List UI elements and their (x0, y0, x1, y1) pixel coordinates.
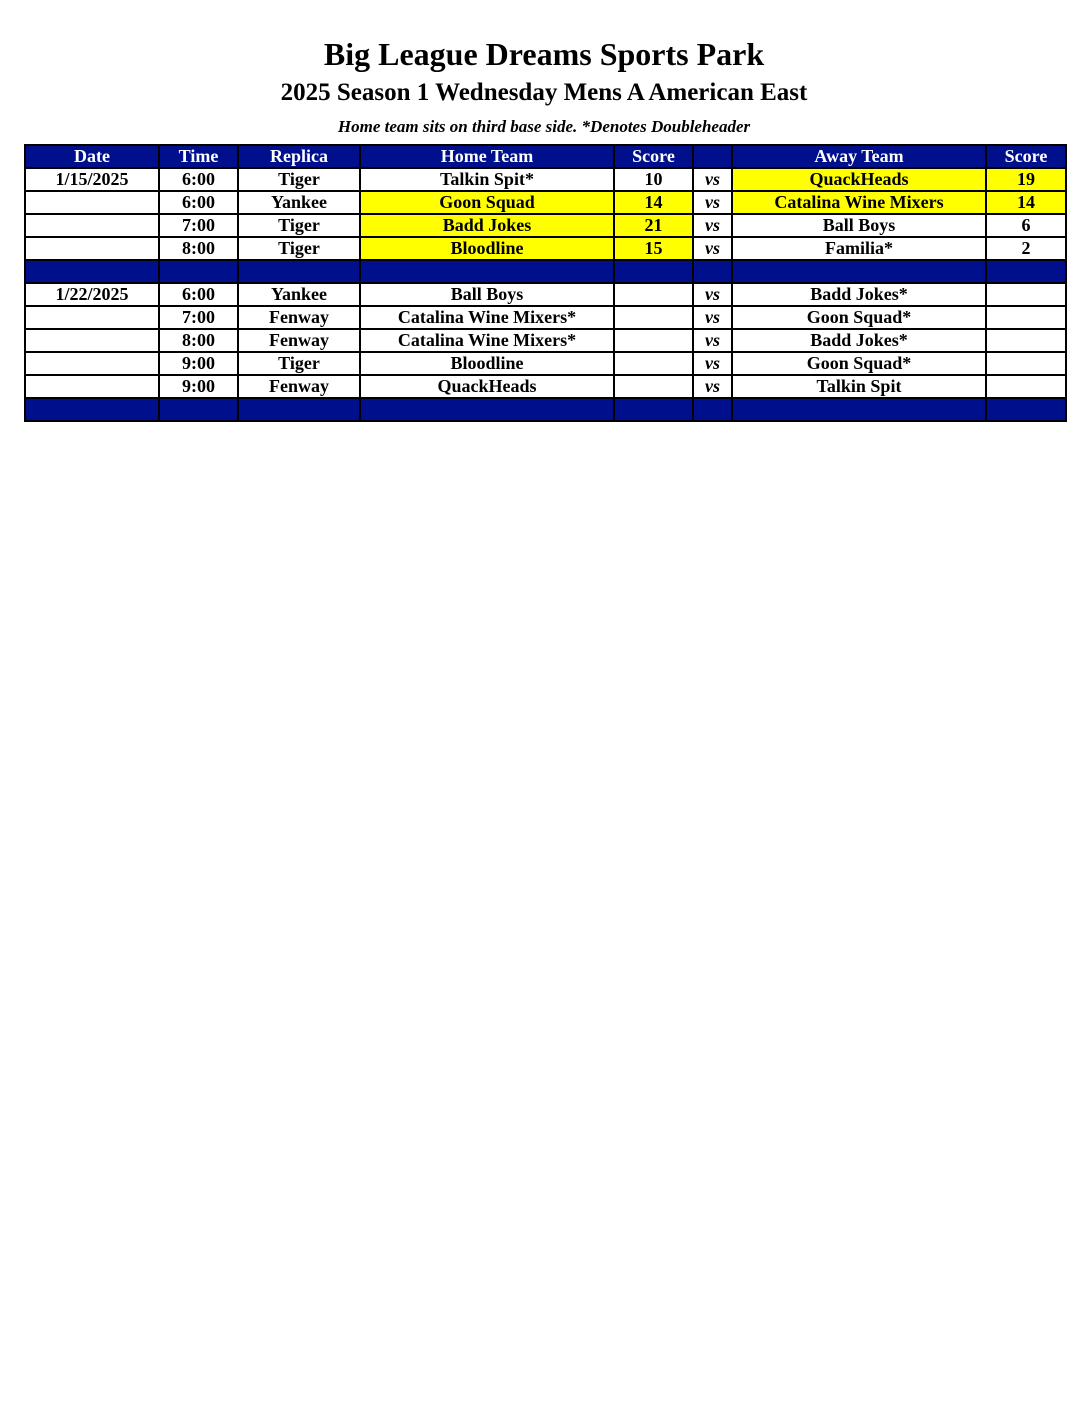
column-header-away-team: Away Team (732, 145, 986, 168)
home-team-cell: Goon Squad (360, 191, 614, 214)
home-team-cell: Bloodline (360, 352, 614, 375)
separator-cell (693, 260, 732, 283)
vs-cell: vs (693, 306, 732, 329)
vs-cell: vs (693, 375, 732, 398)
date-cell (25, 375, 159, 398)
time-cell: 9:00 (159, 352, 238, 375)
home-score-cell: 15 (614, 237, 693, 260)
replica-cell: Fenway (238, 329, 360, 352)
separator-cell (986, 398, 1066, 421)
page-title: Big League Dreams Sports Park (323, 36, 765, 72)
away-score-cell: 14 (986, 191, 1066, 214)
home-team-cell: Ball Boys (360, 283, 614, 306)
separator-cell (238, 260, 360, 283)
away-score-cell: 2 (986, 237, 1066, 260)
separator-cell (693, 398, 732, 421)
column-header-time: Time (159, 145, 238, 168)
column-header-date: Date (25, 145, 159, 168)
away-team-cell: Catalina Wine Mixers (732, 191, 986, 214)
date-cell (25, 306, 159, 329)
time-cell: 6:00 (159, 191, 238, 214)
table-header-row (25, 145, 1066, 168)
home-team-cell: QuackHeads (360, 375, 614, 398)
home-score-cell (614, 352, 693, 375)
away-score-cell (986, 352, 1066, 375)
date-cell (25, 214, 159, 237)
table-row (25, 237, 1066, 260)
home-score-cell (614, 375, 693, 398)
time-cell: 8:00 (159, 237, 238, 260)
home-score-cell: 14 (614, 191, 693, 214)
table-row (25, 329, 1066, 352)
column-header-away-score: Score (986, 145, 1066, 168)
separator-row (25, 260, 1066, 283)
vs-cell: vs (693, 329, 732, 352)
away-score-cell: 19 (986, 168, 1066, 191)
schedule-body (25, 168, 1066, 421)
vs-cell: vs (693, 214, 732, 237)
away-score-cell (986, 283, 1066, 306)
home-team-cell: Badd Jokes (360, 214, 614, 237)
home-team-cell: Talkin Spit* (360, 168, 614, 191)
table-row (25, 375, 1066, 398)
column-header-home-score: Score (614, 145, 693, 168)
replica-cell: Yankee (238, 191, 360, 214)
away-team-cell: Goon Squad* (732, 306, 986, 329)
time-cell: 9:00 (159, 375, 238, 398)
date-cell (25, 329, 159, 352)
date-cell: 1/22/2025 (25, 283, 159, 306)
home-team-cell: Bloodline (360, 237, 614, 260)
home-score-cell: 10 (614, 168, 693, 191)
time-cell: 6:00 (159, 283, 238, 306)
home-score-cell (614, 329, 693, 352)
table-row (25, 168, 1066, 191)
separator-cell (614, 260, 693, 283)
separator-cell (360, 260, 614, 283)
date-cell: 1/15/2025 (25, 168, 159, 191)
away-team-cell: Familia* (732, 237, 986, 260)
away-team-cell: QuackHeads (732, 168, 986, 191)
vs-cell: vs (693, 191, 732, 214)
table-row (25, 352, 1066, 375)
away-score-cell (986, 306, 1066, 329)
separator-cell (25, 398, 159, 421)
away-score-cell: 6 (986, 214, 1066, 237)
separator-cell (360, 398, 614, 421)
vs-cell: vs (693, 283, 732, 306)
separator-cell (159, 398, 238, 421)
schedule-table (24, 144, 1067, 422)
away-team-cell: Badd Jokes* (732, 329, 986, 352)
home-score-cell: 21 (614, 214, 693, 237)
date-cell (25, 237, 159, 260)
home-team-cell: Catalina Wine Mixers* (360, 306, 614, 329)
table-row (25, 214, 1066, 237)
away-score-cell (986, 375, 1066, 398)
vs-cell: vs (693, 168, 732, 191)
time-cell: 8:00 (159, 329, 238, 352)
vs-cell: vs (693, 352, 732, 375)
table-row (25, 283, 1066, 306)
replica-cell: Yankee (238, 283, 360, 306)
separator-cell (25, 260, 159, 283)
separator-row (25, 398, 1066, 421)
date-cell (25, 352, 159, 375)
home-team-cell: Catalina Wine Mixers* (360, 329, 614, 352)
column-header-replica: Replica (238, 145, 360, 168)
table-row (25, 306, 1066, 329)
date-cell (25, 191, 159, 214)
time-cell: 7:00 (159, 306, 238, 329)
separator-cell (238, 398, 360, 421)
time-cell: 6:00 (159, 168, 238, 191)
vs-cell: vs (693, 237, 732, 260)
away-team-cell: Ball Boys (732, 214, 986, 237)
replica-cell: Tiger (238, 237, 360, 260)
home-score-cell (614, 283, 693, 306)
away-score-cell (986, 329, 1066, 352)
away-team-cell: Talkin Spit (732, 375, 986, 398)
home-score-cell (614, 306, 693, 329)
table-row (25, 191, 1066, 214)
separator-cell (986, 260, 1066, 283)
replica-cell: Tiger (238, 168, 360, 191)
separator-cell (732, 260, 986, 283)
replica-cell: Fenway (238, 375, 360, 398)
separator-cell (614, 398, 693, 421)
separator-cell (732, 398, 986, 421)
column-header-home-team: Home Team (360, 145, 614, 168)
page-subtitle: 2025 Season 1 Wednesday Mens A American East (280, 79, 808, 106)
replica-cell: Fenway (238, 306, 360, 329)
replica-cell: Tiger (238, 352, 360, 375)
column-header-vs (693, 145, 732, 168)
replica-cell: Tiger (238, 214, 360, 237)
away-team-cell: Goon Squad* (732, 352, 986, 375)
away-team-cell: Badd Jokes* (732, 283, 986, 306)
schedule-note: Home team sits on third base side. *Denotes Doubleheader (337, 117, 751, 136)
time-cell: 7:00 (159, 214, 238, 237)
separator-cell (159, 260, 238, 283)
